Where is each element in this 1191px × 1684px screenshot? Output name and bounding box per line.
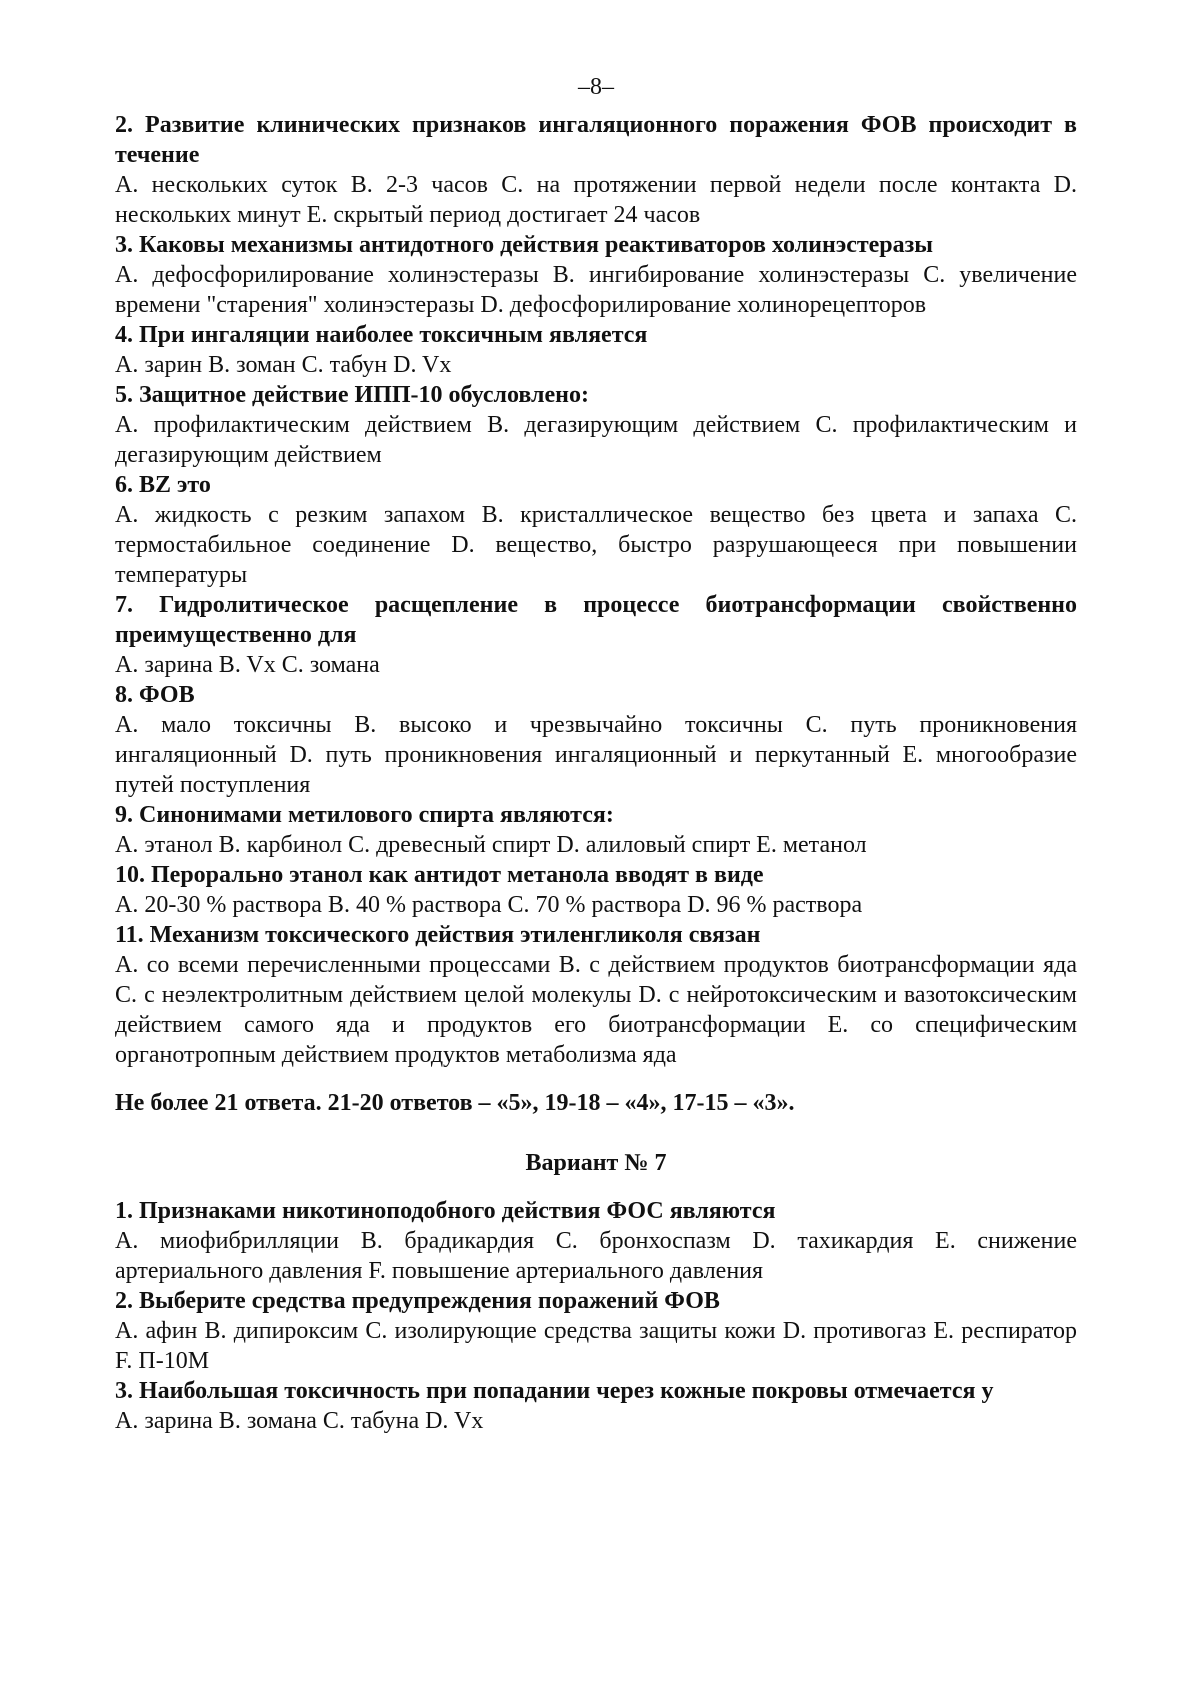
answer-options: A. зарин B. зоман C. табун D. Vx — [115, 352, 452, 378]
question-block — [115, 470, 1077, 590]
answer-options: A. профилактическим действием B. дегазирующим действием C. профилактическим и дегазирующим действием — [115, 412, 1077, 468]
question-text: 8. ФОВ — [115, 682, 195, 708]
question-block — [115, 380, 1077, 470]
question-block — [115, 920, 1077, 1070]
question-text: 11. Механизм токсического действия этиленгликоля связан — [115, 922, 761, 948]
question-block — [115, 1286, 1077, 1376]
answer-options: A. миофибрилляции B. брадикардия C. бронхоспазм D. тахикардия E. снижение артериального давления F. повышение артериального давления — [115, 1228, 1077, 1284]
document-page — [115, 72, 1077, 1436]
question-text: 3. Наибольшая токсичность при попадании через кожные покровы отмечается у — [115, 1378, 994, 1404]
answer-options: A. этанол B. карбинол C. древесный спирт D. алиловый спирт E. метанол — [115, 832, 867, 858]
answer-options: A. нескольких суток B. 2-3 часов C. на протяжении первой недели после контакта D. нескольких минут E. скрытый период достигает 24 часов — [115, 172, 1077, 228]
question-block — [115, 860, 1077, 920]
question-text: 4. При ингаляции наиболее токсичным является — [115, 322, 648, 348]
answer-options: A. жидкость с резким запахом B. кристаллическое вещество без цвета и запаха C. термостабильное соединение D. вещество, быстро разрушающееся при повышении температуры — [115, 502, 1077, 588]
question-block — [115, 1196, 1077, 1286]
question-text: 6. BZ это — [115, 472, 211, 498]
answer-options: A. со всеми перечисленными процессами B. с действием продуктов биотрансформации яда C. с неэлектролитным действием целой молекулы D. с нейротоксическим и вазотоксическим действием самого яда и продуктов его биотрансформации E. со специфическим органотропным действием продуктов метаболизма яда — [115, 952, 1077, 1068]
question-text: 9. Синонимами метилового спирта являются: — [115, 802, 614, 828]
question-text: 5. Защитное действие ИПП-10 обусловлено: — [115, 382, 589, 408]
answer-options: A. зарина B. Vx C. зомана — [115, 652, 380, 678]
question-text: 2. Выберите средства предупреждения поражений ФОВ — [115, 1288, 720, 1314]
answer-options: A. 20-30 % раствора B. 40 % раствора C. 70 % раствора D. 96 % раствора — [115, 892, 863, 918]
question-text: 10. Перорально этанол как антидот метанола вводят в виде — [115, 862, 764, 888]
question-text: 3. Каковы механизмы антидотного действия реактиваторов холинэстеразы — [115, 232, 934, 258]
page-number: –8– — [578, 74, 614, 100]
question-block — [115, 590, 1077, 680]
question-block — [115, 680, 1077, 800]
variant-title: Вариант № 7 — [525, 1150, 667, 1176]
answer-options: A. дефосфорилирование холинэстеразы B. ингибирование холинэстеразы C. увеличение времени "старения" холинэстеразы D. дефосфорилирование холинорецепторов — [115, 262, 1077, 318]
answer-options: A. мало токсичны B. высоко и чрезвычайно токсичны C. путь проникновения ингаляционный D. путь проникновения ингаляционный и перкутанный E. многообразие путей поступления — [115, 712, 1077, 798]
question-block — [115, 110, 1077, 230]
answer-options: A. зарина B. зомана C. табуна D. Vx — [115, 1408, 484, 1434]
question-block — [115, 320, 1077, 380]
question-block — [115, 1376, 1077, 1436]
question-text: 2. Развитие клинических признаков ингаляционного поражения ФОВ происходит в течение — [115, 112, 1077, 168]
question-text: 7. Гидролитическое расщепление в процессе биотрансформации свойственно преимущественно для — [115, 592, 1077, 648]
answer-options: A. афин B. дипироксим C. изолирующие средства защиты кожи D. противогаз E. респиратор F. П-10М — [115, 1318, 1077, 1374]
question-text: 1. Признаками никотиноподобного действия ФОС являются — [115, 1198, 776, 1224]
question-block — [115, 800, 1077, 860]
grading-summary: Не более 21 ответа. 21-20 ответов – «5», 19-18 – «4», 17-15 – «3». — [115, 1090, 795, 1116]
question-block — [115, 230, 1077, 320]
